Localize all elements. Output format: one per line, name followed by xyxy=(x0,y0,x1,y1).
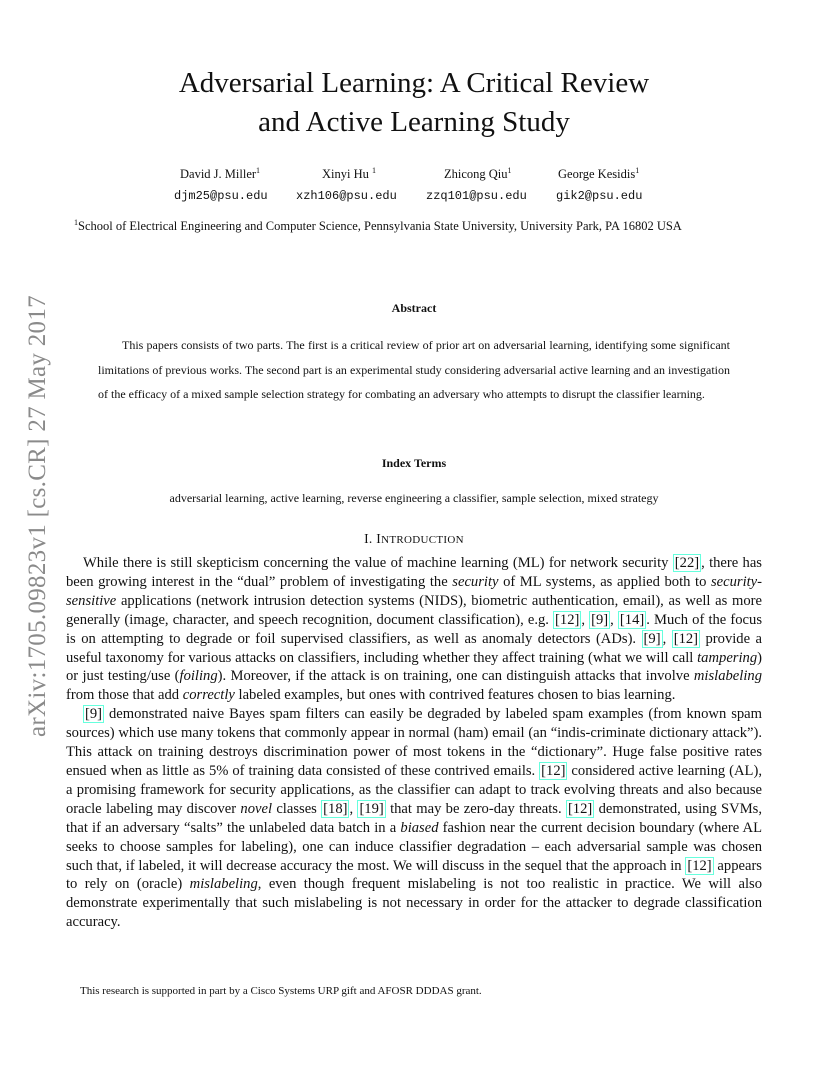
paper-title xyxy=(0,64,828,142)
arxiv-stamp xyxy=(18,276,58,756)
index-terms-text: adversarial learning, active learning, reverse engineering a classifier, sample selection, mixed strategy xyxy=(169,491,659,505)
author-2-email[interactable]: xzh106@psu.edu xyxy=(296,189,397,203)
citation-link[interactable]: [18] xyxy=(323,800,348,817)
abstract-heading: Abstract xyxy=(391,301,437,315)
citation-link[interactable]: [9] xyxy=(591,611,609,628)
affiliation: $^1$School of Electrical Engineering and Computer Science, Pennsylvania State University, University Park, PA 16802 USA xyxy=(74,218,682,234)
citation-link[interactable]: [12] xyxy=(555,611,580,628)
index-terms-heading: Index Terms xyxy=(381,456,447,470)
author-4-email[interactable]: gik2@psu.edu xyxy=(556,189,643,203)
citation-link[interactable]: [9] xyxy=(85,706,103,723)
paragraph-2: [9] demonstrated naive Bayes spam filters can easily be degraded by labeled spam examples (from known spam sources) which use many tokens that commonly appear in normal (ham) email (an “indis-criminate dictionary attack”). This attack on training destroys discrimination power of most tokens in the “dictionary”. Huge false positive rates ensued when as little as 5% of training data consisted of these contrived emails. [12] considered active learning (AL), a promising framework for security applications, as the classifier can adapt to track evolving threats and also because oracle labeling may discover novel classes [18] , [19] that may be zero-day threats. [12] demonstrated, using SVMs, that if an adversary “salts” the unlabeled data batch in a biased fashion near the current decision boundary (where AL seeks to choose samples for labeling), one can induce classifier degradation – each adversarial sample was chosen such that, if labeled, it will decrease accuracy the most. We will discuss in the sequel that the approach in [12] appears to rely on (oracle) mislabeling, even though frequent mislabeling is not too realistic in practice. We will also demonstrate experimentally that such mislabeling is not necessary in order for the attacker to degrade classification accuracy. xyxy=(66,706,763,931)
citation-link[interactable]: [9] xyxy=(643,630,661,647)
citation-link[interactable]: [12] xyxy=(567,800,593,817)
author-1: David J. Miller$^1$ xyxy=(180,166,261,182)
section-heading-introduction: I. INTRODUCTION xyxy=(364,531,464,546)
paragraph-1: While there is still skepticism concerning the value of machine learning (ML) for network security [22] , there has been growing interest in the “dual” problem of investigating the security of ML systems, as applied both to security-sensitive applications (network intrusion detection systems (NIDS), biometric authentication, email), as well as more generally (image, character, and speech recognition, document classification), e.g. [12] , [9] , [14] . Much of the focus is on attempting to degrade or foil supervised classifiers, as well as anomaly detectors (ADs). [9] , [12] provide a useful taxonomy for various attacks on classifiers, including whether they affect training (what we will call tampering) or just testing/use (foiling). Moreover, if the attack is on training, one can distinguish attacks that involve mislabeling from those that add correctly labeled examples, but ones with contrived features chosen to bias learning. xyxy=(66,555,763,704)
citation-link[interactable]: [12] xyxy=(687,857,712,874)
abstract-text: This papers consists of two parts. The first is a critical review of prior art on adversarial learning, identifying some significant limitations of previous works. The second part is an experimental study considering adversarial active learning and an investigation of the efficacy of a mixed sample selection strategy for combating an adversary who attempts to disrupt the classifier learning. xyxy=(98,338,730,402)
title-line-2: and Active Learning Study xyxy=(258,106,570,138)
citation-link[interactable]: [19] xyxy=(359,800,384,817)
title-line-1: Adversarial Learning: A Critical Review xyxy=(178,67,650,99)
author-1-email[interactable]: djm25@psu.edu xyxy=(174,189,268,203)
citation-link[interactable]: [14] xyxy=(619,611,645,628)
citation-link[interactable]: [12] xyxy=(541,762,566,779)
arxiv-stamp-text: arXiv:1705.09823v1 [cs.CR] 27 May 2017 xyxy=(24,295,51,737)
author-3: Zhicong Qiu$^1$ xyxy=(444,166,512,182)
introduction-body xyxy=(66,554,762,932)
author-4: George Kesidis$^1$ xyxy=(558,166,640,182)
citation-link[interactable]: [22] xyxy=(674,555,700,571)
author-2: Xinyi Hu $^1$ xyxy=(322,166,376,182)
citation-link[interactable]: [12] xyxy=(673,630,699,647)
author-3-email[interactable]: zzq101@psu.edu xyxy=(426,189,527,203)
footnote: This research is supported in part by a Cisco Systems URP gift and AFOSR DDDAS grant. xyxy=(80,985,482,997)
